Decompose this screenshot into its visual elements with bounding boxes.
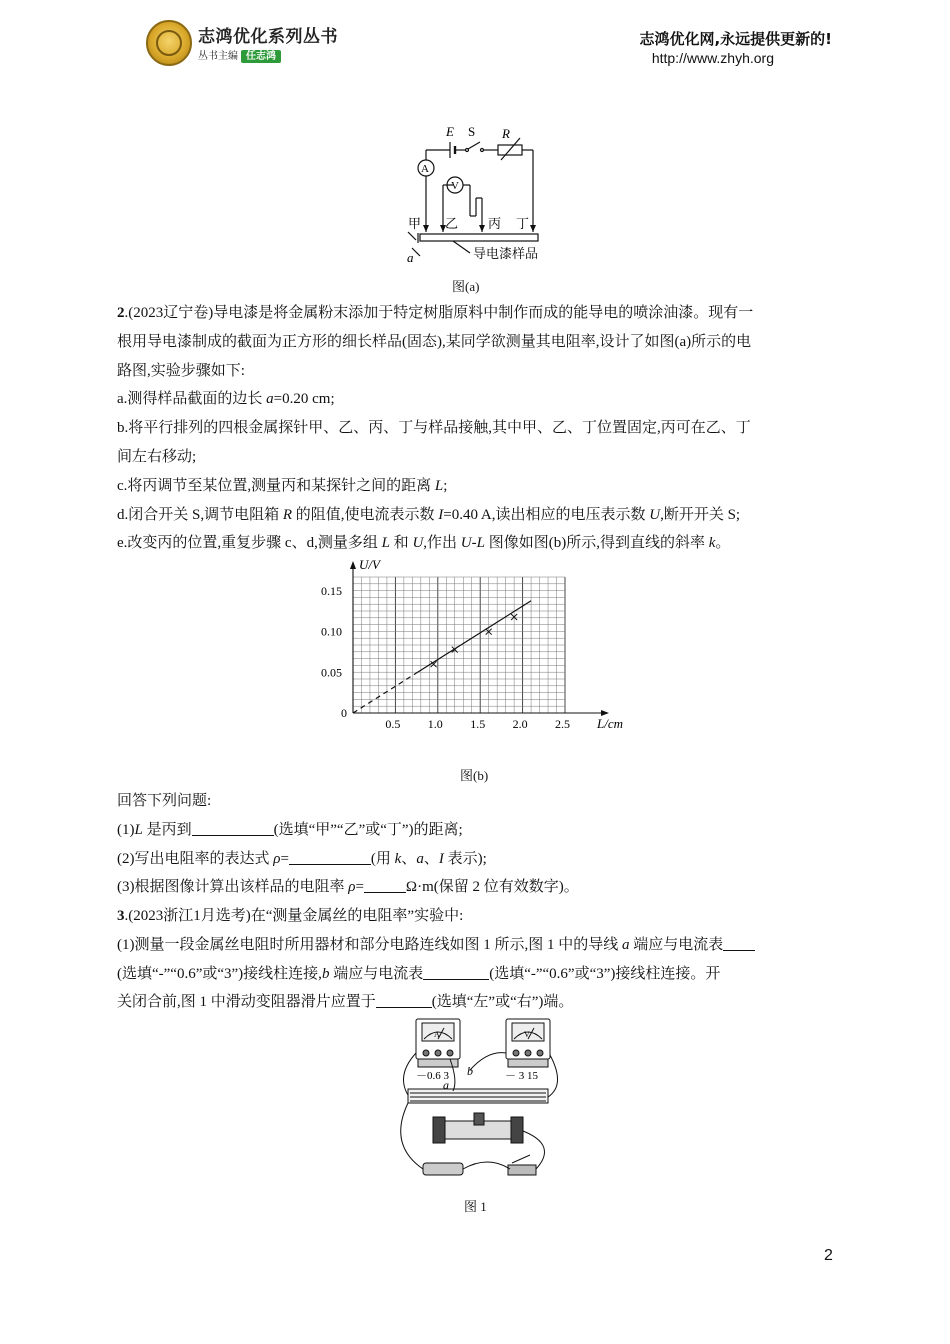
ammeter-terminal-labels: －0.6 3	[416, 1070, 449, 1082]
question-3: 3.(2023浙江1月选考)在“测量金属丝的电阻率”实验中: (1)测量一段金属丝电阻时所用器材和部分电路连线如图 1 所示,图 1 中的导线 a 端应与电流表 (选填“-”“0.6”或“3”)接线柱连接,b 端应与电流表 (选填“-”“0.6”或“3”)接线柱连接。开 关闭合前,图 1 中滑动变阻器滑片应置于 (选填“左”或“右”)端。	[117, 902, 837, 1017]
y-axis-label: U/V	[359, 557, 380, 572]
series-subtitle: 丛书主编 任志鸿	[198, 47, 281, 62]
y-tick-label: 0.15	[321, 584, 342, 598]
figure-1-caption: 图 1	[464, 1199, 487, 1214]
switch-label: S	[468, 124, 476, 139]
probe-bing-label: 丙	[488, 216, 502, 231]
answer-blank-1[interactable]	[192, 821, 274, 836]
voltmeter-terminal-labels: － 3 15	[505, 1070, 538, 1082]
answer-blank-3[interactable]	[364, 878, 406, 893]
ammeter-label: A	[421, 163, 429, 175]
x-tick-label: 1.0	[427, 717, 443, 731]
y-tick-label: 0.05	[321, 665, 342, 680]
site-url[interactable]: http://www.zhyh.org	[651, 50, 774, 66]
apparatus-figure-1	[388, 1015, 568, 1185]
emf-label: E	[446, 124, 454, 139]
chart-tick-labels	[321, 584, 570, 731]
page-number: 2	[824, 1247, 833, 1264]
x-tick-label: 0.5	[385, 717, 401, 731]
switch	[508, 1165, 536, 1175]
y-axis-arrow	[350, 561, 356, 569]
answer-blank-5[interactable]	[423, 965, 489, 980]
ammeter-symbol: A	[434, 1030, 440, 1039]
figure-b-caption: 图(b)	[460, 768, 489, 783]
probe-yi-label: 乙	[445, 216, 459, 231]
origin-label: 0	[341, 706, 347, 720]
wire-a-label: a	[443, 1078, 449, 1092]
x-tick-label: 2.0	[512, 717, 528, 731]
question-number: 2	[117, 305, 125, 321]
answer-blank-2[interactable]	[289, 850, 371, 865]
u-l-chart	[318, 555, 638, 740]
wire-b-label: b	[467, 1064, 473, 1078]
answer-blank-4[interactable]	[723, 936, 755, 951]
x-tick-label: 2.5	[555, 717, 570, 731]
voltmeter-symbol: V	[524, 1030, 530, 1039]
side-a-label: a	[407, 250, 414, 265]
sample-label: 导电漆样品	[473, 246, 539, 261]
x-axis-label: L/cm	[597, 716, 623, 731]
editor-tag: 任志鸿	[241, 50, 281, 63]
site-slogan: 志鸿优化网,永远提供更新的!	[639, 30, 832, 48]
battery	[423, 1163, 463, 1175]
circuit-diagram-a	[398, 120, 558, 270]
figure-a-caption: 图(a)	[452, 279, 480, 294]
x-tick-label: 1.5	[470, 717, 486, 731]
page-header	[0, 0, 950, 80]
publisher-logo	[146, 20, 192, 66]
y-tick-label: 0.10	[321, 624, 342, 639]
voltmeter-label: V	[451, 180, 459, 192]
question-2: 2.(2023辽宁卷)导电漆是将金属粉末添加于特定树脂原料中制作而成的能导电的喷涂油漆。现有一 根用导电漆制成的截面为正方形的细长样品(固态),某同学欲测量其电阻率,设计了如图(a)所示的电 路图,实验步骤如下: a.测得样品截面的边长 a=0.20 cm; b.将平行排列的四根金属探针甲、乙、丙、丁与样品接触,其中甲、乙、丁位置固定,丙可在乙、丁 间左右移动; c.将丙调节至某位置,测量丙和某探针之间的距离 L; d.闭合开关 S,调节电阻箱 R 的阻值,使电流表示数 I=0.40 A,读出相应的电压表示数 U,断开开关 S; e.改变丙的位置,重复步骤 c、d,测量多组 L 和 U,作出 U-L 图像如图(b)所示,得到直线的斜率 k。	[117, 305, 754, 552]
question-2-answers: 回答下列问题: (1)L 是丙到 (选填“甲”“乙”或“丁”)的距离; (2)写出电阻率的表达式 ρ= (用 k、a、I 表示); (3)根据图像计算出该样品的电阻率 ρ= Ω·m(保留 2 位有效数字)。	[117, 793, 579, 896]
rheostat-label: R	[502, 126, 510, 141]
answer-blank-6[interactable]	[376, 993, 432, 1008]
probe-jia-label: 甲	[408, 216, 422, 231]
question-number: 3	[117, 908, 125, 924]
probe-ding-label: 丁	[516, 216, 530, 231]
series-title: 志鸿优化系列丛书	[198, 27, 338, 47]
